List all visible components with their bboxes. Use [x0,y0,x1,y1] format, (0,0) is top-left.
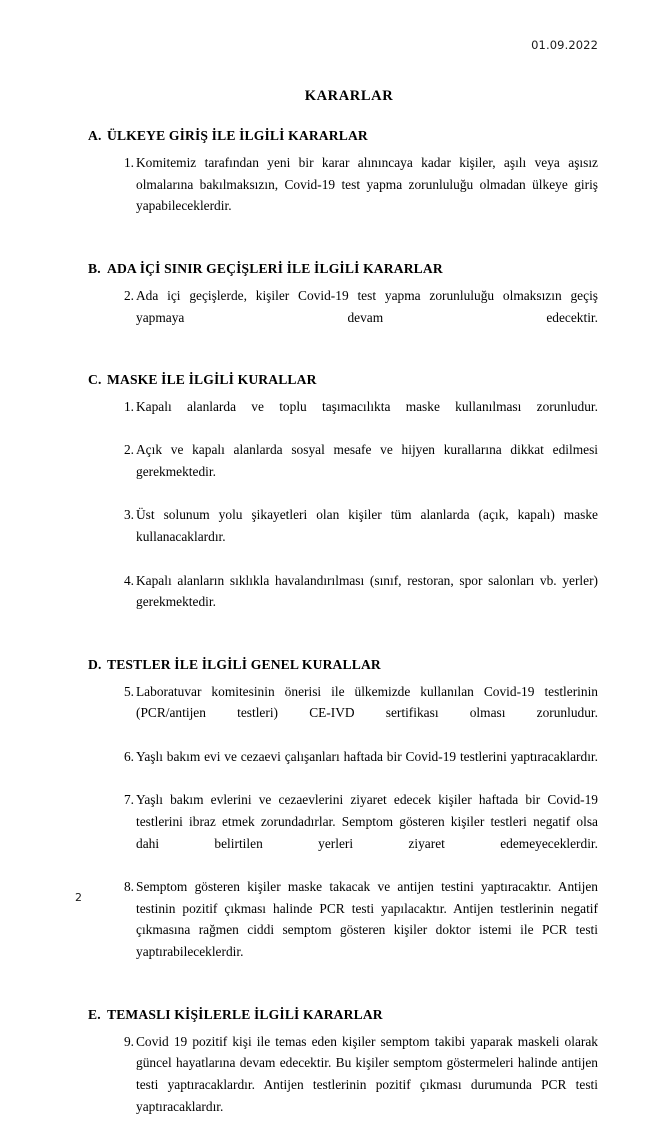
section-heading [88,261,598,277]
decision-list [88,285,598,350]
list-item-text: Ada içi geçişlerde, kişiler Covid-19 test yapma zorunluluğu olmaksızın geçiş yapmaya devam edecektir. [136,285,598,350]
list-item-number: 3. [118,504,134,526]
list-item [118,746,598,789]
section-letter: D. [88,657,107,673]
list-item [118,681,598,746]
list-item [118,285,598,350]
list-item-number: 9. [118,1031,134,1053]
list-item-text: Laboratuvar komitesinin önerisi ile ülkemizde kullanılan Covid-19 testlerinin (PCR/antijen testleri) CE-IVD sertifikası olması zorunludur. [136,681,598,746]
list-item-text: Kapalı alanların sıklıkla havalandırılması (sınıf, restoran, spor salonları vb. yerler) gerekmektedir. [136,570,598,635]
list-item-text: Komitemiz tarafından yeni bir karar alınıncaya kadar kişiler, aşılı veya aşısız olmalarına bakılmaksızın, Covid-19 test yapma zorunluluğu olmadan ülkeye giriş yapabileceklerdir. [136,152,598,239]
list-item-number: 7. [118,789,134,811]
list-item-text: Kapalı alanlarda ve toplu taşımacılıkta maske kullanılması zorunludur. [136,396,598,439]
list-item [118,396,598,439]
document-body [88,88,598,1139]
section-heading [88,657,598,673]
decision-list [88,396,598,635]
list-item-text: Yaşlı bakım evlerini ve cezaevlerini ziyaret edecek kişiler haftada bir Covid-19 testlerini ibraz etmek zorundadırlar. Semptom gösteren kişiler testleri negatif olsa dahi belirtilen yerleri ziyaret edemeyeceklerdir. [136,789,598,876]
decision-list [88,681,598,985]
section-heading [88,1007,598,1023]
list-item-text: Açık ve kapalı alanlarda sosyal mesafe ve hijyen kurallarına dikkat edilmesi gerekmektedir. [136,439,598,504]
section-title: TEMASLI KİŞİLERLE İLGİLİ KARARLAR [107,1007,383,1022]
page-number: 2 [75,891,82,904]
list-item-text: Yaşlı bakım evi ve cezaevi çalışanları haftada bir Covid-19 testlerini yaptıracaklardır. [136,746,598,789]
decision-list [88,1031,598,1139]
list-item-number: 2. [118,285,134,307]
section-e [88,1007,598,1139]
section-d [88,657,598,985]
section-title: MASKE İLE İLGİLİ KURALLAR [107,372,317,387]
section-heading [88,372,598,388]
list-item-number: 4. [118,570,134,592]
list-item [118,504,598,569]
section-title: TESTLER İLE İLGİLİ GENEL KURALLAR [107,657,381,672]
list-item-text: Covid 19 pozitif kişi ile temas eden kişiler semptom takibi yaparak maskeli olarak güncel hayatlarına devam edecektir. Bu kişiler semptom göstermeleri halinde antijen testi yaptıracaklardır. Antijen testlerinin pozitif çıkması durumunda PCR testi yaptıracaklardır. [136,1031,598,1139]
list-item-number: 6. [118,746,134,768]
section-c [88,372,598,635]
list-item [118,439,598,504]
section-letter: A. [88,128,107,144]
page-title: KARARLAR [88,88,598,105]
list-item [118,789,598,876]
section-b [88,261,598,350]
list-item [118,570,598,635]
decision-list [88,152,598,239]
list-item-number: 1. [118,152,134,174]
list-item-text: Semptom gösteren kişiler maske takacak ve antijen testini yaptıracaktır. Antijen testinin pozitif çıkması halinde PCR testi yapılacaktır. Antijen testlerinin negatif çıkmasına rağmen ciddi semptom gösteren kişiler doktor istemi ile PCR testi yaptırabileceklerdir. [136,876,598,985]
section-letter: C. [88,372,107,388]
list-item-number: 2. [118,439,134,461]
sections-container [88,128,598,1139]
list-item-number: 5. [118,681,134,703]
section-a [88,128,598,239]
section-letter: B. [88,261,107,277]
list-item-number: 1. [118,396,134,418]
list-item-text: Üst solunum yolu şikayetleri olan kişiler tüm alanlarda (açık, kapalı) maske kullanacaklardır. [136,504,598,569]
list-item [118,1031,598,1139]
section-title: ÜLKEYE GİRİŞ İLE İLGİLİ KARARLAR [107,128,368,143]
section-heading [88,128,598,144]
section-title: ADA İÇİ SINIR GEÇİŞLERİ İLE İLGİLİ KARARLAR [107,261,443,276]
header-date: 01.09.2022 [531,38,598,52]
list-item [118,876,598,985]
list-item-number: 8. [118,876,134,898]
list-item [118,152,598,239]
section-letter: E. [88,1007,107,1023]
